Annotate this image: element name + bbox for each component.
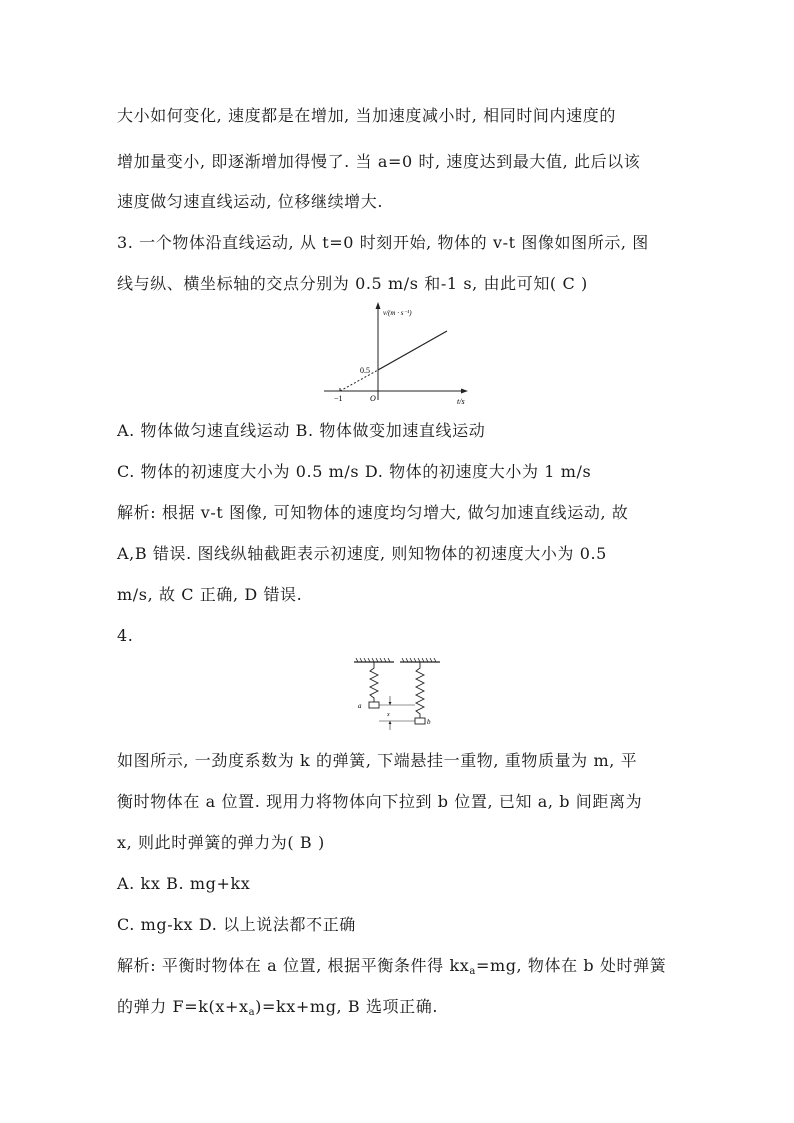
arrowhead-top: [389, 702, 392, 705]
y-intercept-label: 0.5: [360, 366, 370, 375]
velocity-line: [378, 331, 447, 370]
analysis-text: )=kx+mg, B 选项正确.: [255, 997, 439, 1016]
question-3-stem: 线与纵、横坐标轴的交点分别为 0.5 m/s 和-1 s, 由此可知( C ): [117, 274, 588, 293]
question-3-analysis: 解析: 根据 v-t 图像, 可知物体的速度均匀增大, 做匀加速直线运动, 故: [117, 503, 629, 522]
question-3-options: C. 物体的初速度大小为 0.5 m/s D. 物体的初速度大小为 1 m/s: [117, 462, 592, 481]
question-3-options: A. 物体做匀速直线运动 B. 物体做变加速直线运动: [117, 421, 486, 440]
text-line: 速度做匀速直线运动, 位移继续增大.: [117, 192, 384, 211]
spring-figure: [350, 658, 444, 738]
vt-graph: [320, 300, 470, 410]
mass-b: [415, 718, 425, 724]
mass-a: [369, 702, 379, 708]
label-x: x: [387, 712, 390, 718]
arrowhead-bottom: [389, 721, 392, 724]
question-4-number: 4.: [117, 626, 134, 645]
y-axis-arrow: [376, 302, 381, 309]
label-a: a: [358, 702, 362, 710]
question-4-stem: 衡时物体在 a 位置. 现用力将物体向下拉到 b 位置, 已知 a, b 间距离为: [117, 792, 643, 811]
question-3-stem: 3. 一个物体沿直线运动, 从 t=0 时刻开始, 物体的 v-t 图像如图所示, 图: [117, 233, 649, 252]
extrapolated-line: [340, 370, 378, 391]
question-4-analysis: [117, 997, 438, 1023]
spring-right: [416, 662, 424, 718]
analysis-text: =mg, 物体在 b 处时弹簧: [475, 956, 667, 975]
y-axis-label: v/(m · s⁻¹): [383, 309, 412, 317]
text-line: 增加量变小, 即逐渐增加得慢了. 当 a=0 时, 速度达到最大值, 此后以该: [117, 152, 641, 171]
question-4-options: A. kx B. mg+kx: [117, 874, 251, 893]
text-line: 大小如何变化, 速度都是在增加, 当加速度减小时, 相同时间内速度的: [117, 106, 616, 125]
question-3-analysis: m/s, 故 C 正确, D 错误.: [117, 585, 303, 604]
analysis-text: 解析: 平衡时物体在 a 位置, 根据平衡条件得 kx: [117, 956, 470, 975]
question-4-stem: x, 则此时弹簧的弹力为( B ): [117, 833, 325, 852]
x-intercept-label: −1: [334, 394, 343, 403]
origin-label: O: [370, 394, 376, 403]
x-axis-label: t/s: [457, 397, 465, 406]
x-axis-arrow: [461, 389, 468, 394]
spring-left: [370, 662, 378, 702]
question-4-options: C. mg-kx D. 以上说法都不正确: [117, 915, 356, 934]
label-b: b: [427, 718, 431, 726]
question-3-analysis: A,B 错误. 图线纵轴截距表示初速度, 则知物体的初速度大小为 0.5: [117, 544, 607, 563]
question-4-stem: 如图所示, 一劲度系数为 k 的弹簧, 下端悬挂一重物, 重物质量为 m, 平: [117, 751, 638, 770]
question-4-analysis: [117, 956, 666, 982]
subscript-a: a: [469, 966, 476, 977]
analysis-text: 的弹力 F=k(x+x: [117, 997, 249, 1016]
subscript-a: a: [248, 1007, 256, 1018]
